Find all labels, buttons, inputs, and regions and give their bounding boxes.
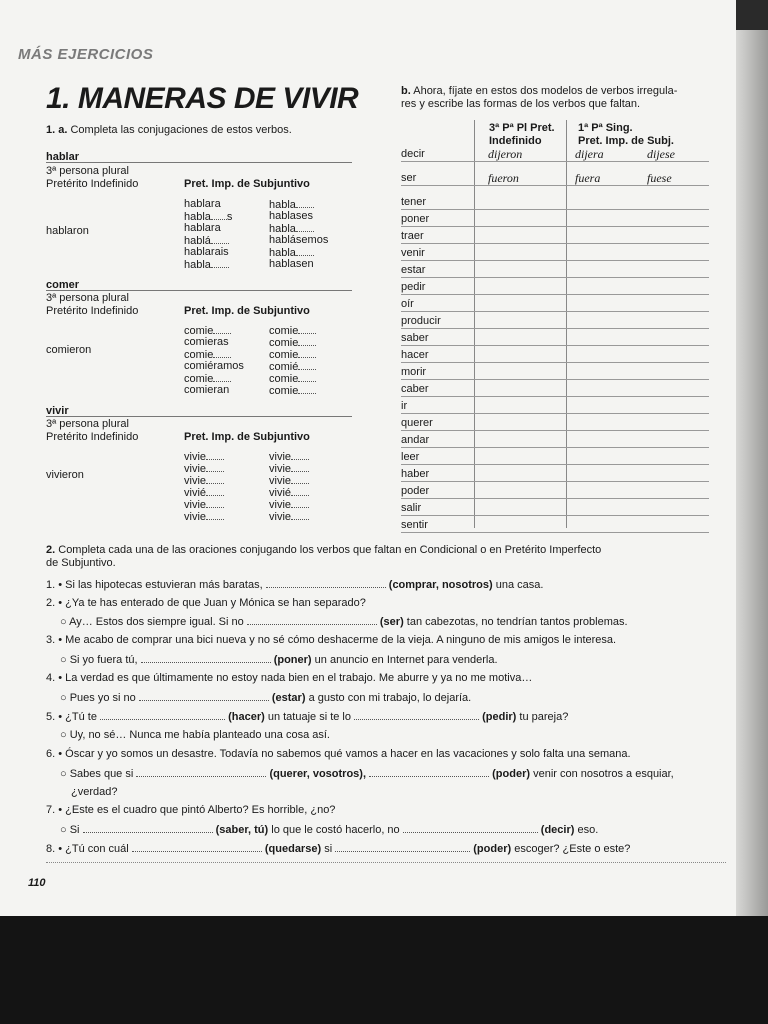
answer-cell-indefinido[interactable] (476, 381, 564, 395)
sentence-text: escoger? ¿Este o este? (514, 843, 631, 855)
verb-prompt: (querer, vosotros), (269, 768, 367, 780)
answer-cell-subjuntivo[interactable] (568, 381, 708, 395)
col-label: Pret. Imp. de Subjuntivo (184, 431, 310, 443)
sentence-text: Si las hipotecas estuvieran más baratas, (65, 579, 263, 591)
conj-form: hablara (184, 198, 221, 210)
sentence-text: Uy, no sé… Nunca me había planteado una cosa así. (69, 729, 330, 741)
sentence-text: Me acabo de comprar una bici nueva y no sé cómo deshacerme de la vieja. A ninguno de mis amigos le interesa. (65, 634, 617, 646)
table-verb: estar (401, 264, 426, 276)
answer-cell-subjuntivo[interactable] (568, 517, 708, 531)
column-header: 3ª Pª Pl Pret. (489, 122, 555, 134)
sentence-line: ○ Si yo fuera tú, (poner) un anuncio en Internet para venderla. (60, 654, 498, 666)
divider (46, 290, 352, 291)
conj-stem: habla (184, 259, 211, 271)
sentence-line: 7. • ¿Este es el cuadro que pintó Alberto? Es horrible, ¿no? (46, 804, 336, 816)
table-row-line (401, 413, 709, 414)
answer-blank[interactable] (100, 710, 225, 720)
col-label: Pret. Imp. de Subjuntivo (184, 305, 310, 317)
answer-blank[interactable] (298, 384, 316, 394)
conj-stem: vivie (184, 499, 207, 511)
answer-blank[interactable] (206, 474, 224, 484)
answer-blank[interactable] (291, 474, 309, 484)
indefinido-form: comieron (46, 344, 92, 356)
handwritten-answer: fuese (647, 171, 672, 185)
sentence-text: Pues yo si no (69, 692, 136, 704)
conj-form: hablásemos (269, 234, 329, 246)
sentence-text: eso. (577, 824, 599, 836)
table-verb: leer (401, 451, 420, 463)
answer-cell-subjuntivo[interactable] (568, 398, 708, 412)
answer-cell-indefinido[interactable] (476, 500, 564, 514)
answer-cell-subjuntivo[interactable] (568, 415, 708, 429)
table-row-line (401, 430, 709, 431)
ex1b-text-line2: res y escribe las formas de los verbos que faltan. (401, 98, 641, 110)
answer-blank[interactable] (296, 222, 314, 232)
column-header: Pret. Imp. de Subj. (578, 135, 674, 147)
ex1a-instruction (46, 124, 292, 136)
answer-cell-indefinido[interactable] (476, 296, 564, 310)
table-column-line (474, 120, 475, 528)
conj-stem: vivie (184, 463, 207, 475)
table-row-line (401, 498, 709, 499)
conj-form: hablarais (184, 246, 229, 258)
answer-cell-indefinido[interactable] (476, 262, 564, 276)
table-row-line (401, 345, 709, 346)
answer-blank[interactable] (291, 450, 309, 460)
sentence-text: lo que le costó hacerlo, no (271, 824, 400, 836)
answer-cell-indefinido[interactable] (476, 449, 564, 463)
handwritten-answer: dijeron (488, 147, 523, 161)
answer-blank[interactable] (291, 486, 309, 496)
answer-cell-indefinido[interactable] (476, 347, 564, 361)
handwritten-answer: fueron (488, 171, 519, 185)
answer-cell-indefinido[interactable] (476, 194, 564, 208)
handwritten-answer: dijese (647, 147, 675, 161)
table-verb: pedir (401, 281, 426, 293)
sentence-text: una casa. (495, 579, 544, 591)
sentence-text: tu pareja? (519, 711, 569, 723)
verb-prompt: (quedarse) (264, 843, 322, 855)
table-column-line (566, 120, 567, 528)
answer-blank[interactable] (403, 823, 538, 833)
ex1b-label: b. (401, 85, 411, 97)
conj-stem: comie (269, 337, 299, 349)
conj-form: hablases (269, 210, 314, 222)
table-row-line (401, 243, 709, 244)
verb-prompt: (decir) (540, 824, 575, 836)
answer-cell-subjuntivo[interactable] (568, 500, 708, 514)
sentence-text: un anuncio en Internet para venderla. (314, 654, 498, 666)
answer-blank[interactable] (335, 842, 470, 852)
sentence-text: a gusto con mi trabajo, lo dejaría. (308, 692, 472, 704)
conj-stem: vivie (269, 499, 292, 511)
answer-blank[interactable] (296, 198, 314, 208)
answer-cell-subjuntivo[interactable] (568, 262, 708, 276)
conj-form: comieran (184, 384, 230, 396)
sentence-line: ○ Ay… Estos dos siempre igual. Si no (ser) tan cabezotas, no tendrían tantos problemas. (60, 616, 628, 628)
ex2-text-line2: de Subjuntivo. (46, 557, 116, 569)
answer-blank[interactable] (247, 615, 377, 625)
table-verb: ir (401, 400, 408, 412)
answer-blank[interactable] (266, 578, 386, 588)
answer-blank[interactable] (141, 653, 271, 663)
answer-blank[interactable] (213, 348, 231, 358)
handwritten-answer: fuera (575, 171, 601, 185)
sentence-line: 3. • Me acabo de comprar una bici nueva y no sé cómo deshacerme de la vieja. A ninguno de mis amigos le interesa. (46, 634, 617, 646)
answer-cell-subjuntivo[interactable] (568, 211, 708, 225)
verb-prompt: (comprar, nosotros) (388, 579, 493, 591)
answer-cell-indefinido[interactable] (476, 432, 564, 446)
ex1b-instruction (401, 85, 677, 97)
sentence-text: venir con nosotros a esquiar, (533, 768, 674, 780)
table-verb: ser (401, 172, 417, 184)
sentence-text: Óscar y yo somos un desastre. Todavía no sabemos qué vamos a hacer en las vacaciones y solo falta una semana. (65, 748, 631, 760)
table-verb: salir (401, 502, 422, 514)
answer-blank[interactable] (296, 246, 314, 256)
answer-blank[interactable] (298, 324, 316, 334)
item-number: 6. (46, 748, 56, 760)
answer-cell-indefinido[interactable] (476, 279, 564, 293)
answer-blank[interactable] (206, 498, 224, 508)
table-row-line (401, 515, 709, 516)
answer-blank[interactable] (206, 486, 224, 496)
sentence-line: 2. • ¿Ya te has enterado de que Juan y Mónica se han separado? (46, 597, 366, 609)
answer-cell-indefinido[interactable] (476, 517, 564, 531)
table-verb: morir (401, 366, 427, 378)
sentence-text: ¿Ya te has enterado de que Juan y Mónica se han separado? (65, 597, 366, 609)
col-label: 3ª persona plural (46, 292, 129, 304)
item-number: 1. (46, 579, 56, 591)
table-verb: saber (401, 332, 429, 344)
answer-cell-indefinido[interactable] (476, 483, 564, 497)
answer-blank[interactable] (354, 710, 479, 720)
item-number: 5. (46, 711, 56, 723)
table-row-line (401, 532, 709, 533)
answer-cell-indefinido[interactable] (476, 364, 564, 378)
answer-blank[interactable] (298, 372, 316, 382)
col-label: Pretérito Indefinido (46, 431, 139, 443)
sentence-line: 8. • ¿Tú con cuál (quedarse) si (poder) escoger? ¿Este o este? (46, 843, 631, 855)
sentence-text: ¿Este es el cuadro que pintó Alberto? Es horrible, ¿no? (65, 804, 336, 816)
table-row-line (401, 379, 709, 380)
answer-cell-indefinido[interactable] (476, 330, 564, 344)
verb-prompt: (poder) (473, 843, 512, 855)
table-verb: producir (401, 315, 441, 327)
answer-blank[interactable] (298, 348, 316, 358)
answer-cell-subjuntivo[interactable] (568, 194, 708, 208)
table-row-line (401, 311, 709, 312)
table-row-line (401, 481, 709, 482)
answer-cell-subjuntivo[interactable] (568, 228, 708, 242)
indefinido-form: hablaron (46, 225, 89, 237)
table-row-line (401, 277, 709, 278)
conj-stem: comie (269, 373, 299, 385)
verb-prompt: (ser) (379, 616, 404, 628)
answer-cell-indefinido[interactable] (476, 466, 564, 480)
answer-blank[interactable] (206, 510, 224, 520)
answer-cell-subjuntivo[interactable] (568, 313, 708, 327)
verb-prompt: (pedir) (482, 711, 517, 723)
answer-cell-indefinido[interactable] (476, 228, 564, 242)
answer-blank[interactable] (206, 450, 224, 460)
answer-blank[interactable] (83, 823, 213, 833)
verb-prompt: (poder) (492, 768, 531, 780)
verb-prompt: (hacer) (228, 711, 265, 723)
answer-blank[interactable] (136, 767, 266, 777)
conj-stem: habla (269, 223, 296, 235)
page-edge-shadow (736, 30, 768, 920)
answer-blank[interactable] (211, 210, 227, 220)
sentence-line: ○ Si (saber, tú) lo que le costó hacerlo, no (decir) eso. (60, 824, 599, 836)
sentence-text: ¿verdad? (71, 786, 118, 798)
conj-stem: comie (184, 325, 214, 337)
col-label: 3ª persona plural (46, 165, 129, 177)
col-label: 3ª persona plural (46, 418, 129, 430)
item-number: 2. (46, 597, 56, 609)
page-title: 1. MANERAS DE VIVIR (46, 82, 359, 115)
answer-cell-subjuntivo[interactable] (568, 245, 708, 259)
item-number: 7. (46, 804, 56, 816)
conj-form: comiéramos (184, 360, 244, 372)
column-header: 1ª Pª Sing. (578, 122, 633, 134)
verb-prompt: (saber, tú) (215, 824, 269, 836)
conj-form (269, 384, 316, 397)
conj-form (184, 258, 229, 271)
table-row-line (401, 362, 709, 363)
conj-form: hablara (184, 222, 221, 234)
verb-prompt: (estar) (271, 692, 306, 704)
ex2-instruction (46, 544, 601, 556)
table-verb: traer (401, 230, 424, 242)
answer-cell-subjuntivo[interactable] (568, 449, 708, 463)
conj-stem: comie (269, 325, 299, 337)
table-row-line (401, 294, 709, 295)
scan-background (0, 916, 768, 1024)
verb-heading: hablar (46, 151, 80, 163)
sentence-text: La verdad es que últimamente no estoy nada bien en el trabajo. Me aburre y ya no me motiva… (65, 672, 533, 684)
answer-blank[interactable] (298, 360, 316, 370)
sentence-line: ○ Sabes que si (querer, vosotros), (poder) venir con nosotros a esquiar, (60, 768, 674, 780)
verb-heading: comer (46, 279, 80, 291)
conj-stem: comie (269, 385, 299, 397)
conj-stem: habla (184, 211, 211, 223)
ex1b-text-line1: Ahora, fíjate en estos dos modelos de verbos irregula- (413, 85, 678, 97)
conj-stem: vivie (184, 511, 207, 523)
sentence-text: si (324, 843, 333, 855)
handwritten-answer: dijera (575, 147, 604, 161)
answer-blank[interactable] (369, 767, 489, 777)
sentence-line: 1. • Si las hipotecas estuvieran más baratas, (comprar, nosotros) una casa. (46, 579, 544, 591)
sentence-text: tan cabezotas, no tendrían tantos problemas. (406, 616, 628, 628)
sentence-line: 6. • Óscar y yo somos un desastre. Todavía no sabemos qué vamos a hacer en las vacaciones y solo falta una semana. (46, 748, 631, 760)
sentence-text: Sabes que si (69, 768, 134, 780)
table-verb: sentir (401, 519, 428, 531)
answer-blank[interactable] (291, 498, 309, 508)
answer-blank[interactable] (291, 462, 309, 472)
answer-cell-subjuntivo[interactable] (568, 279, 708, 293)
conj-form: comieras (184, 336, 229, 348)
table-verb: tener (401, 196, 427, 208)
indefinido-form: vivieron (46, 469, 84, 481)
item-number: 4. (46, 672, 56, 684)
sentence-text: un tatuaje si te lo (267, 711, 351, 723)
conj-stem: vivié (184, 487, 207, 499)
sentence-line: 4. • La verdad es que últimamente no estoy nada bien en el trabajo. Me aburre y ya no me motiva… (46, 672, 533, 684)
answer-blank[interactable] (213, 372, 231, 382)
conj-stem: comie (184, 373, 214, 385)
conj-stem: vivie (269, 463, 292, 475)
divider (46, 162, 352, 163)
conj-stem: vivie (184, 451, 207, 463)
table-verb: poder (401, 485, 430, 497)
answer-blank[interactable] (211, 234, 229, 244)
ex2-text-line1: Completa cada una de las oraciones conjugando los verbos que faltan en Condicional o en Pretérito Imperfecto (58, 544, 602, 556)
answer-cell-indefinido[interactable] (476, 245, 564, 259)
answer-cell-subjuntivo[interactable] (568, 364, 708, 378)
conj-form (184, 510, 224, 523)
divider (46, 416, 352, 417)
section-header: MÁS EJERCICIOS (18, 46, 154, 63)
table-verb: oír (401, 298, 414, 310)
answer-blank[interactable] (291, 510, 309, 520)
answer-cell-indefinido[interactable] (476, 415, 564, 429)
conj-stem: habla (269, 199, 296, 211)
conj-stem: vivie (269, 511, 292, 523)
sentence-text: Si yo fuera tú, (69, 654, 138, 666)
answer-blank[interactable] (298, 336, 316, 346)
item-number: 3. (46, 634, 56, 646)
col-label: Pretérito Indefinido (46, 305, 139, 317)
conj-stem: vivie (184, 475, 207, 487)
conj-stem: vivie (269, 475, 292, 487)
answer-blank[interactable] (213, 324, 231, 334)
conj-stem: comié (269, 361, 299, 373)
answer-cell-subjuntivo[interactable] (568, 432, 708, 446)
answer-cell-subjuntivo[interactable] (568, 347, 708, 361)
item-number: 8. (46, 843, 56, 855)
ex2-number: 2. (46, 544, 56, 556)
conj-form (269, 510, 309, 523)
verb-prompt: (poner) (273, 654, 312, 666)
table-row-line (401, 209, 709, 210)
answer-cell-subjuntivo[interactable] (568, 466, 708, 480)
answer-cell-indefinido[interactable] (476, 211, 564, 225)
sentence-text: Si (69, 824, 80, 836)
conj-ending: s (226, 211, 233, 223)
table-row-line (401, 328, 709, 329)
conj-form: hablasen (269, 258, 314, 270)
answer-cell-subjuntivo[interactable] (568, 296, 708, 310)
table-row-line (401, 226, 709, 227)
conj-stem: habla (269, 247, 296, 259)
page-number: 110 (28, 877, 46, 889)
table-verb: hacer (401, 349, 429, 361)
sentence-line: ○ Pues yo si no (estar) a gusto con mi trabajo, lo dejaría. (60, 692, 472, 704)
sentence-line: 5. • ¿Tú te (hacer) un tatuaje si te lo (pedir) tu pareja? (46, 711, 569, 723)
table-verb: andar (401, 434, 430, 446)
answer-blank[interactable] (211, 258, 229, 268)
table-verb: decir (401, 148, 425, 160)
conj-stem: hablá (184, 235, 211, 247)
verb-heading: vivir (46, 405, 69, 417)
col-label: Pret. Imp. de Subjuntivo (184, 178, 310, 190)
divider (46, 862, 726, 863)
conj-stem: comie (269, 349, 299, 361)
table-row-line (401, 396, 709, 397)
ex1a-number: 1. a. (46, 124, 68, 136)
answer-cell-indefinido[interactable] (476, 398, 564, 412)
table-row-line (401, 260, 709, 261)
table-row-line (401, 447, 709, 448)
table-verb: querer (401, 417, 433, 429)
answer-cell-indefinido[interactable] (476, 313, 564, 327)
conj-stem: vivié (269, 487, 292, 499)
col-label: Pretérito Indefinido (46, 178, 139, 190)
table-row-line (401, 464, 709, 465)
table-verb: poner (401, 213, 430, 225)
answer-cell-subjuntivo[interactable] (568, 330, 708, 344)
conj-stem: vivie (269, 451, 292, 463)
answer-blank[interactable] (139, 691, 269, 701)
sentence-line: ○ Uy, no sé… Nunca me había planteado una cosa así. (60, 729, 330, 741)
table-verb: haber (401, 468, 430, 480)
sentence-text: ¿Tú con cuál (65, 843, 129, 855)
table-verb: venir (401, 247, 425, 259)
conj-stem: comie (184, 349, 214, 361)
sentence-text: Ay… Estos dos siempre igual. Si no (69, 616, 244, 628)
ex1a-text: Completa las conjugaciones de estos verbos. (70, 124, 292, 136)
table-verb: caber (401, 383, 429, 395)
answer-blank[interactable] (206, 462, 224, 472)
column-header: Indefinido (489, 135, 542, 147)
sentence-text: ¿Tú te (65, 711, 97, 723)
answer-blank[interactable] (132, 842, 262, 852)
answer-cell-subjuntivo[interactable] (568, 483, 708, 497)
